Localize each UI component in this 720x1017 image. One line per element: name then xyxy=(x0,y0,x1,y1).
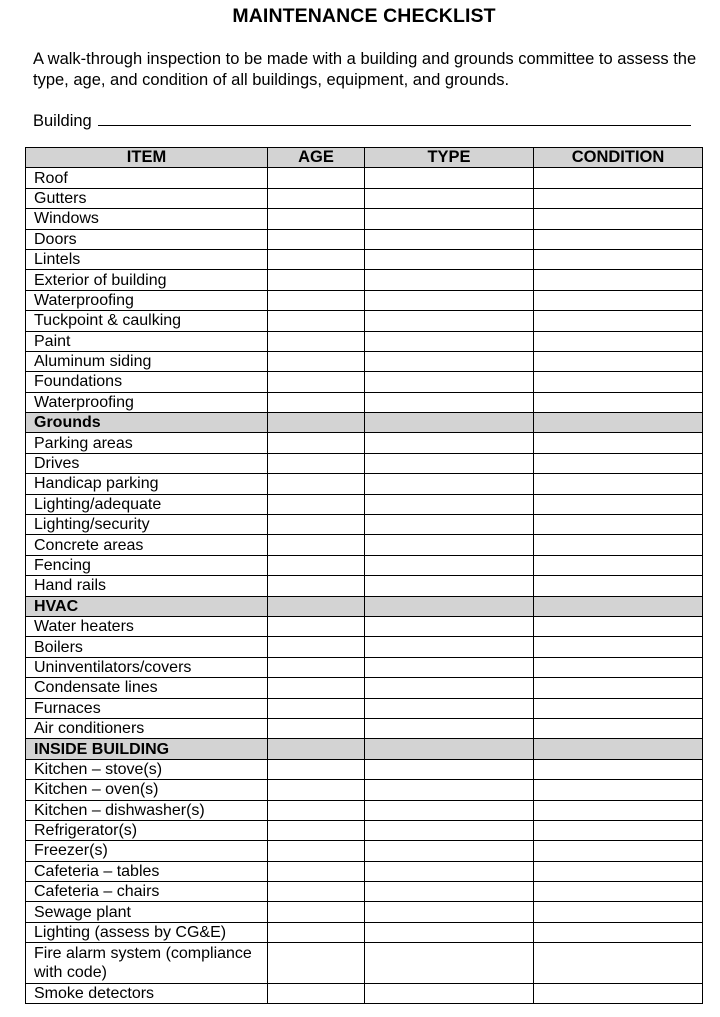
condition-cell[interactable] xyxy=(534,372,703,392)
type-cell[interactable] xyxy=(365,861,534,881)
table-row xyxy=(26,351,703,371)
table-row xyxy=(26,535,703,555)
condition-cell[interactable] xyxy=(534,331,703,351)
type-cell[interactable] xyxy=(365,209,534,229)
condition-cell[interactable] xyxy=(534,657,703,677)
table-row xyxy=(26,331,703,351)
condition-cell[interactable] xyxy=(534,678,703,698)
type-cell[interactable] xyxy=(365,515,534,535)
type-cell[interactable] xyxy=(365,780,534,800)
age-cell[interactable] xyxy=(268,249,365,269)
age-cell[interactable] xyxy=(268,902,365,922)
type-cell[interactable] xyxy=(365,820,534,840)
item-cell: Freezer(s) xyxy=(26,841,268,861)
condition-cell[interactable] xyxy=(534,494,703,514)
item-cell: Kitchen – dishwasher(s) xyxy=(26,800,268,820)
age-cell[interactable] xyxy=(268,555,365,575)
age-cell[interactable] xyxy=(268,759,365,779)
table-row xyxy=(26,249,703,269)
table-row xyxy=(26,474,703,494)
item-cell: Water heaters xyxy=(26,616,268,636)
condition-cell[interactable] xyxy=(534,718,703,738)
item-cell: Kitchen – oven(s) xyxy=(26,780,268,800)
table-row xyxy=(26,494,703,514)
type-cell xyxy=(365,739,534,759)
table-row xyxy=(26,718,703,738)
item-cell: Furnaces xyxy=(26,698,268,718)
condition-cell[interactable] xyxy=(534,943,703,984)
age-cell[interactable] xyxy=(268,229,365,249)
age-cell[interactable] xyxy=(268,392,365,412)
type-cell[interactable] xyxy=(365,983,534,1003)
type-cell[interactable] xyxy=(365,841,534,861)
table-row xyxy=(26,270,703,290)
table-row xyxy=(26,372,703,392)
age-cell[interactable] xyxy=(268,678,365,698)
age-cell[interactable] xyxy=(268,616,365,636)
item-cell: Boilers xyxy=(26,637,268,657)
condition-cell[interactable] xyxy=(534,780,703,800)
table-row xyxy=(26,453,703,473)
column-header-age: AGE xyxy=(268,148,365,168)
type-cell[interactable] xyxy=(365,311,534,331)
item-cell: Parking areas xyxy=(26,433,268,453)
item-cell: Foundations xyxy=(26,372,268,392)
condition-cell[interactable] xyxy=(534,882,703,902)
age-cell[interactable] xyxy=(268,494,365,514)
type-cell[interactable] xyxy=(365,718,534,738)
page-title: MAINTENANCE CHECKLIST xyxy=(232,5,496,27)
age-cell[interactable] xyxy=(268,841,365,861)
type-cell[interactable] xyxy=(365,535,534,555)
intro-paragraph: A walk-through inspection to be made with a building and grounds committee to assess the type, age, and condition of all buildings, equipment, and grounds. xyxy=(33,50,697,89)
condition-cell[interactable] xyxy=(534,515,703,535)
table-row xyxy=(26,188,703,208)
building-field xyxy=(33,107,691,131)
age-cell xyxy=(268,739,365,759)
age-cell xyxy=(268,413,365,433)
table-row xyxy=(26,820,703,840)
table-row xyxy=(26,311,703,331)
age-cell[interactable] xyxy=(268,637,365,657)
condition-cell[interactable] xyxy=(534,698,703,718)
item-cell: Fencing xyxy=(26,555,268,575)
age-cell[interactable] xyxy=(268,351,365,371)
type-cell[interactable] xyxy=(365,902,534,922)
condition-cell[interactable] xyxy=(534,351,703,371)
item-cell: Gutters xyxy=(26,188,268,208)
type-cell[interactable] xyxy=(365,351,534,371)
item-cell: Smoke detectors xyxy=(26,983,268,1003)
table-row xyxy=(26,392,703,412)
table-row xyxy=(26,290,703,310)
age-cell[interactable] xyxy=(268,820,365,840)
table-row xyxy=(26,657,703,677)
condition-cell[interactable] xyxy=(534,433,703,453)
table-row xyxy=(26,983,703,1003)
condition-cell[interactable] xyxy=(534,555,703,575)
age-cell[interactable] xyxy=(268,372,365,392)
condition-cell[interactable] xyxy=(534,922,703,942)
age-cell[interactable] xyxy=(268,433,365,453)
condition-cell[interactable] xyxy=(534,902,703,922)
condition-cell[interactable] xyxy=(534,637,703,657)
table-row xyxy=(26,698,703,718)
condition-cell[interactable] xyxy=(534,800,703,820)
item-cell: Aluminum siding xyxy=(26,351,268,371)
type-cell[interactable] xyxy=(365,616,534,636)
item-cell: Waterproofing xyxy=(26,392,268,412)
age-cell[interactable] xyxy=(268,861,365,881)
item-cell: Refrigerator(s) xyxy=(26,820,268,840)
table-row xyxy=(26,841,703,861)
condition-cell[interactable] xyxy=(534,983,703,1003)
section-row xyxy=(26,739,703,759)
table-row xyxy=(26,902,703,922)
type-cell xyxy=(365,413,534,433)
age-cell[interactable] xyxy=(268,209,365,229)
type-cell[interactable] xyxy=(365,800,534,820)
type-cell[interactable] xyxy=(365,494,534,514)
condition-cell[interactable] xyxy=(534,270,703,290)
type-cell[interactable] xyxy=(365,270,534,290)
condition-cell[interactable] xyxy=(534,820,703,840)
condition-cell[interactable] xyxy=(534,392,703,412)
table-row xyxy=(26,616,703,636)
age-cell[interactable] xyxy=(268,576,365,596)
column-header-condition: CONDITION xyxy=(534,148,703,168)
item-cell: Paint xyxy=(26,331,268,351)
type-cell[interactable] xyxy=(365,229,534,249)
item-cell: Drives xyxy=(26,453,268,473)
type-cell[interactable] xyxy=(365,249,534,269)
type-cell[interactable] xyxy=(365,637,534,657)
age-cell[interactable] xyxy=(268,698,365,718)
item-cell: Concrete areas xyxy=(26,535,268,555)
condition-cell[interactable] xyxy=(534,453,703,473)
age-cell xyxy=(268,596,365,616)
age-cell[interactable] xyxy=(268,515,365,535)
condition-cell[interactable] xyxy=(534,861,703,881)
age-cell[interactable] xyxy=(268,168,365,188)
table-row xyxy=(26,555,703,575)
table-row xyxy=(26,209,703,229)
item-cell: Air conditioners xyxy=(26,718,268,738)
age-cell[interactable] xyxy=(268,474,365,494)
condition-cell xyxy=(534,739,703,759)
table-row xyxy=(26,433,703,453)
condition-cell[interactable] xyxy=(534,474,703,494)
type-cell[interactable] xyxy=(365,882,534,902)
age-cell[interactable] xyxy=(268,270,365,290)
building-blank-line[interactable] xyxy=(98,107,691,126)
age-cell[interactable] xyxy=(268,943,365,984)
age-cell[interactable] xyxy=(268,188,365,208)
condition-cell xyxy=(534,596,703,616)
item-cell: Roof xyxy=(26,168,268,188)
item-cell: Cafeteria – chairs xyxy=(26,882,268,902)
condition-cell[interactable] xyxy=(534,535,703,555)
age-cell[interactable] xyxy=(268,882,365,902)
checklist-table xyxy=(25,147,703,1004)
type-cell[interactable] xyxy=(365,678,534,698)
table-row xyxy=(26,780,703,800)
type-cell[interactable] xyxy=(365,392,534,412)
condition-cell[interactable] xyxy=(534,841,703,861)
type-cell[interactable] xyxy=(365,759,534,779)
table-row xyxy=(26,637,703,657)
item-cell: Fire alarm system (compliance with code) xyxy=(26,943,268,984)
condition-cell[interactable] xyxy=(534,209,703,229)
condition-cell[interactable] xyxy=(534,188,703,208)
item-cell: Handicap parking xyxy=(26,474,268,494)
table-row xyxy=(26,759,703,779)
type-cell[interactable] xyxy=(365,698,534,718)
type-cell[interactable] xyxy=(365,453,534,473)
table-row xyxy=(26,576,703,596)
age-cell[interactable] xyxy=(268,311,365,331)
condition-cell[interactable] xyxy=(534,229,703,249)
age-cell[interactable] xyxy=(268,535,365,555)
building-label: Building xyxy=(33,112,92,130)
item-cell: Condensate lines xyxy=(26,678,268,698)
table-row xyxy=(26,800,703,820)
section-label: INSIDE BUILDING xyxy=(26,739,268,759)
type-cell[interactable] xyxy=(365,922,534,942)
type-cell[interactable] xyxy=(365,290,534,310)
item-cell: Lighting (assess by CG&E) xyxy=(26,922,268,942)
item-cell: Sewage plant xyxy=(26,902,268,922)
condition-cell[interactable] xyxy=(534,249,703,269)
age-cell[interactable] xyxy=(268,453,365,473)
table-row xyxy=(26,678,703,698)
type-cell[interactable] xyxy=(365,188,534,208)
type-cell[interactable] xyxy=(365,433,534,453)
item-cell: Waterproofing xyxy=(26,290,268,310)
section-row xyxy=(26,596,703,616)
type-cell[interactable] xyxy=(365,657,534,677)
item-cell: Tuckpoint & caulking xyxy=(26,311,268,331)
item-cell: Lighting/adequate xyxy=(26,494,268,514)
type-cell[interactable] xyxy=(365,168,534,188)
age-cell[interactable] xyxy=(268,800,365,820)
type-cell[interactable] xyxy=(365,474,534,494)
age-cell[interactable] xyxy=(268,983,365,1003)
item-cell: Windows xyxy=(26,209,268,229)
type-cell[interactable] xyxy=(365,943,534,984)
age-cell[interactable] xyxy=(268,331,365,351)
section-label: Grounds xyxy=(26,413,268,433)
age-cell[interactable] xyxy=(268,922,365,942)
condition-cell[interactable] xyxy=(534,759,703,779)
table-row xyxy=(26,922,703,942)
type-cell[interactable] xyxy=(365,372,534,392)
item-cell: Lintels xyxy=(26,249,268,269)
type-cell[interactable] xyxy=(365,555,534,575)
type-cell[interactable] xyxy=(365,331,534,351)
column-header-item: ITEM xyxy=(26,148,268,168)
age-cell[interactable] xyxy=(268,718,365,738)
item-cell: Doors xyxy=(26,229,268,249)
item-cell: Uninventilators/covers xyxy=(26,657,268,677)
age-cell[interactable] xyxy=(268,290,365,310)
age-cell[interactable] xyxy=(268,780,365,800)
item-cell: Cafeteria – tables xyxy=(26,861,268,881)
item-cell: Lighting/security xyxy=(26,515,268,535)
condition-cell[interactable] xyxy=(534,168,703,188)
table-row xyxy=(26,882,703,902)
condition-cell xyxy=(534,413,703,433)
type-cell xyxy=(365,596,534,616)
condition-cell[interactable] xyxy=(534,311,703,331)
table-row xyxy=(26,861,703,881)
condition-cell[interactable] xyxy=(534,576,703,596)
table-row xyxy=(26,229,703,249)
section-row xyxy=(26,413,703,433)
item-cell: Kitchen – stove(s) xyxy=(26,759,268,779)
table-row xyxy=(26,943,703,984)
header-row xyxy=(26,148,703,168)
condition-cell[interactable] xyxy=(534,290,703,310)
table-row xyxy=(26,515,703,535)
condition-cell[interactable] xyxy=(534,616,703,636)
item-cell: Exterior of building xyxy=(26,270,268,290)
type-cell[interactable] xyxy=(365,576,534,596)
section-label: HVAC xyxy=(26,596,268,616)
column-header-type: TYPE xyxy=(365,148,534,168)
age-cell[interactable] xyxy=(268,657,365,677)
item-cell: Hand rails xyxy=(26,576,268,596)
table-row xyxy=(26,168,703,188)
